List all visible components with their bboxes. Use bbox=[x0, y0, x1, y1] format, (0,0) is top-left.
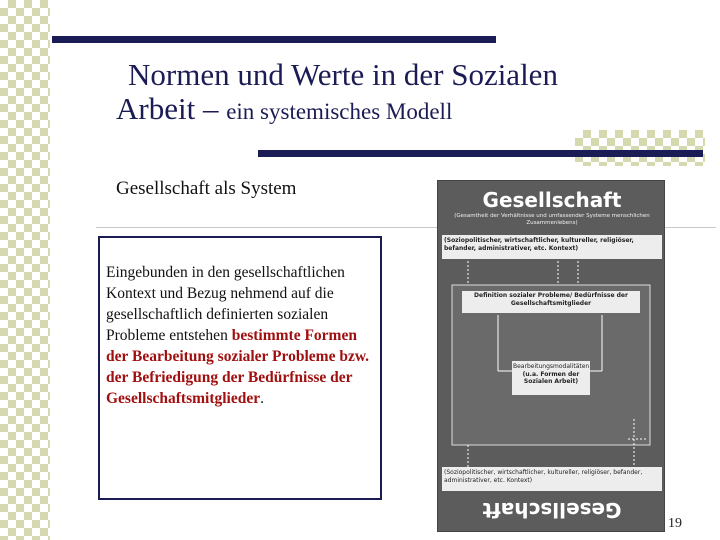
title-line-1: Normen und Werte in der Sozialen bbox=[128, 57, 558, 92]
title-line-2-main: Arbeit – bbox=[116, 91, 227, 126]
model-heading: Gesellschaft bbox=[482, 188, 622, 212]
checkered-decoration-left bbox=[0, 0, 50, 540]
model-heading-mirrored: Gesellschaft bbox=[482, 498, 622, 522]
system-model-diagram bbox=[437, 180, 665, 532]
title-rule-top bbox=[52, 36, 496, 43]
system-model-svg bbox=[438, 181, 666, 533]
definition-text: Definition sozialer Probleme/ Bedürfnisse der Gesellschaftsmitglieder bbox=[474, 292, 628, 307]
methods-sub: (u.a. Formen der Sozialen Arbeit) bbox=[522, 370, 580, 385]
context-top-wrap bbox=[444, 237, 660, 259]
slide-title bbox=[116, 58, 696, 132]
context-top-text: (Soziopolitischer, wirtschaftlicher, kultureller, religiöser, befander, administrativer, etc. Kontext) bbox=[444, 237, 634, 252]
text-box bbox=[98, 236, 382, 500]
title-line-2-sub: ein systemisches Modell bbox=[226, 99, 453, 124]
model-heading-sub-wrap bbox=[442, 213, 662, 235]
methods-title: Bearbeitungsmodalitäten bbox=[513, 363, 589, 370]
methods-wrap bbox=[513, 363, 589, 395]
title-rule-bottom bbox=[258, 150, 703, 157]
methods-text bbox=[513, 363, 589, 386]
text-highlight: bestimmte Formen der Bearbeitung sozialer Probleme bzw. der Befriedigung der Bedürfnisse der Gesellschaftsmitglieder bbox=[106, 327, 370, 407]
context-bottom-text: (Soziopolitischer, wirtschaftlicher, kultureller, religiöser, befander, administrativer, etc. Kontext) bbox=[444, 469, 643, 484]
model-heading-sub: (Gesamtheit der Verhältnisse und umfassender Systeme menschlichen Zusammenlebens) bbox=[454, 213, 650, 226]
checkered-decoration-right bbox=[575, 130, 705, 166]
text-end: . bbox=[260, 390, 264, 407]
context-bottom-wrap bbox=[444, 469, 660, 491]
definition-wrap bbox=[464, 292, 638, 312]
text-normal: Eingebunden in den gesellschaftlichen Kontext und Bezug nehmend auf die gesellschaftlich definierten sozialen Probleme entstehen bbox=[106, 264, 345, 344]
page-number: 19 bbox=[668, 516, 682, 531]
slide-subtitle: Gesellschaft als System bbox=[116, 178, 297, 199]
